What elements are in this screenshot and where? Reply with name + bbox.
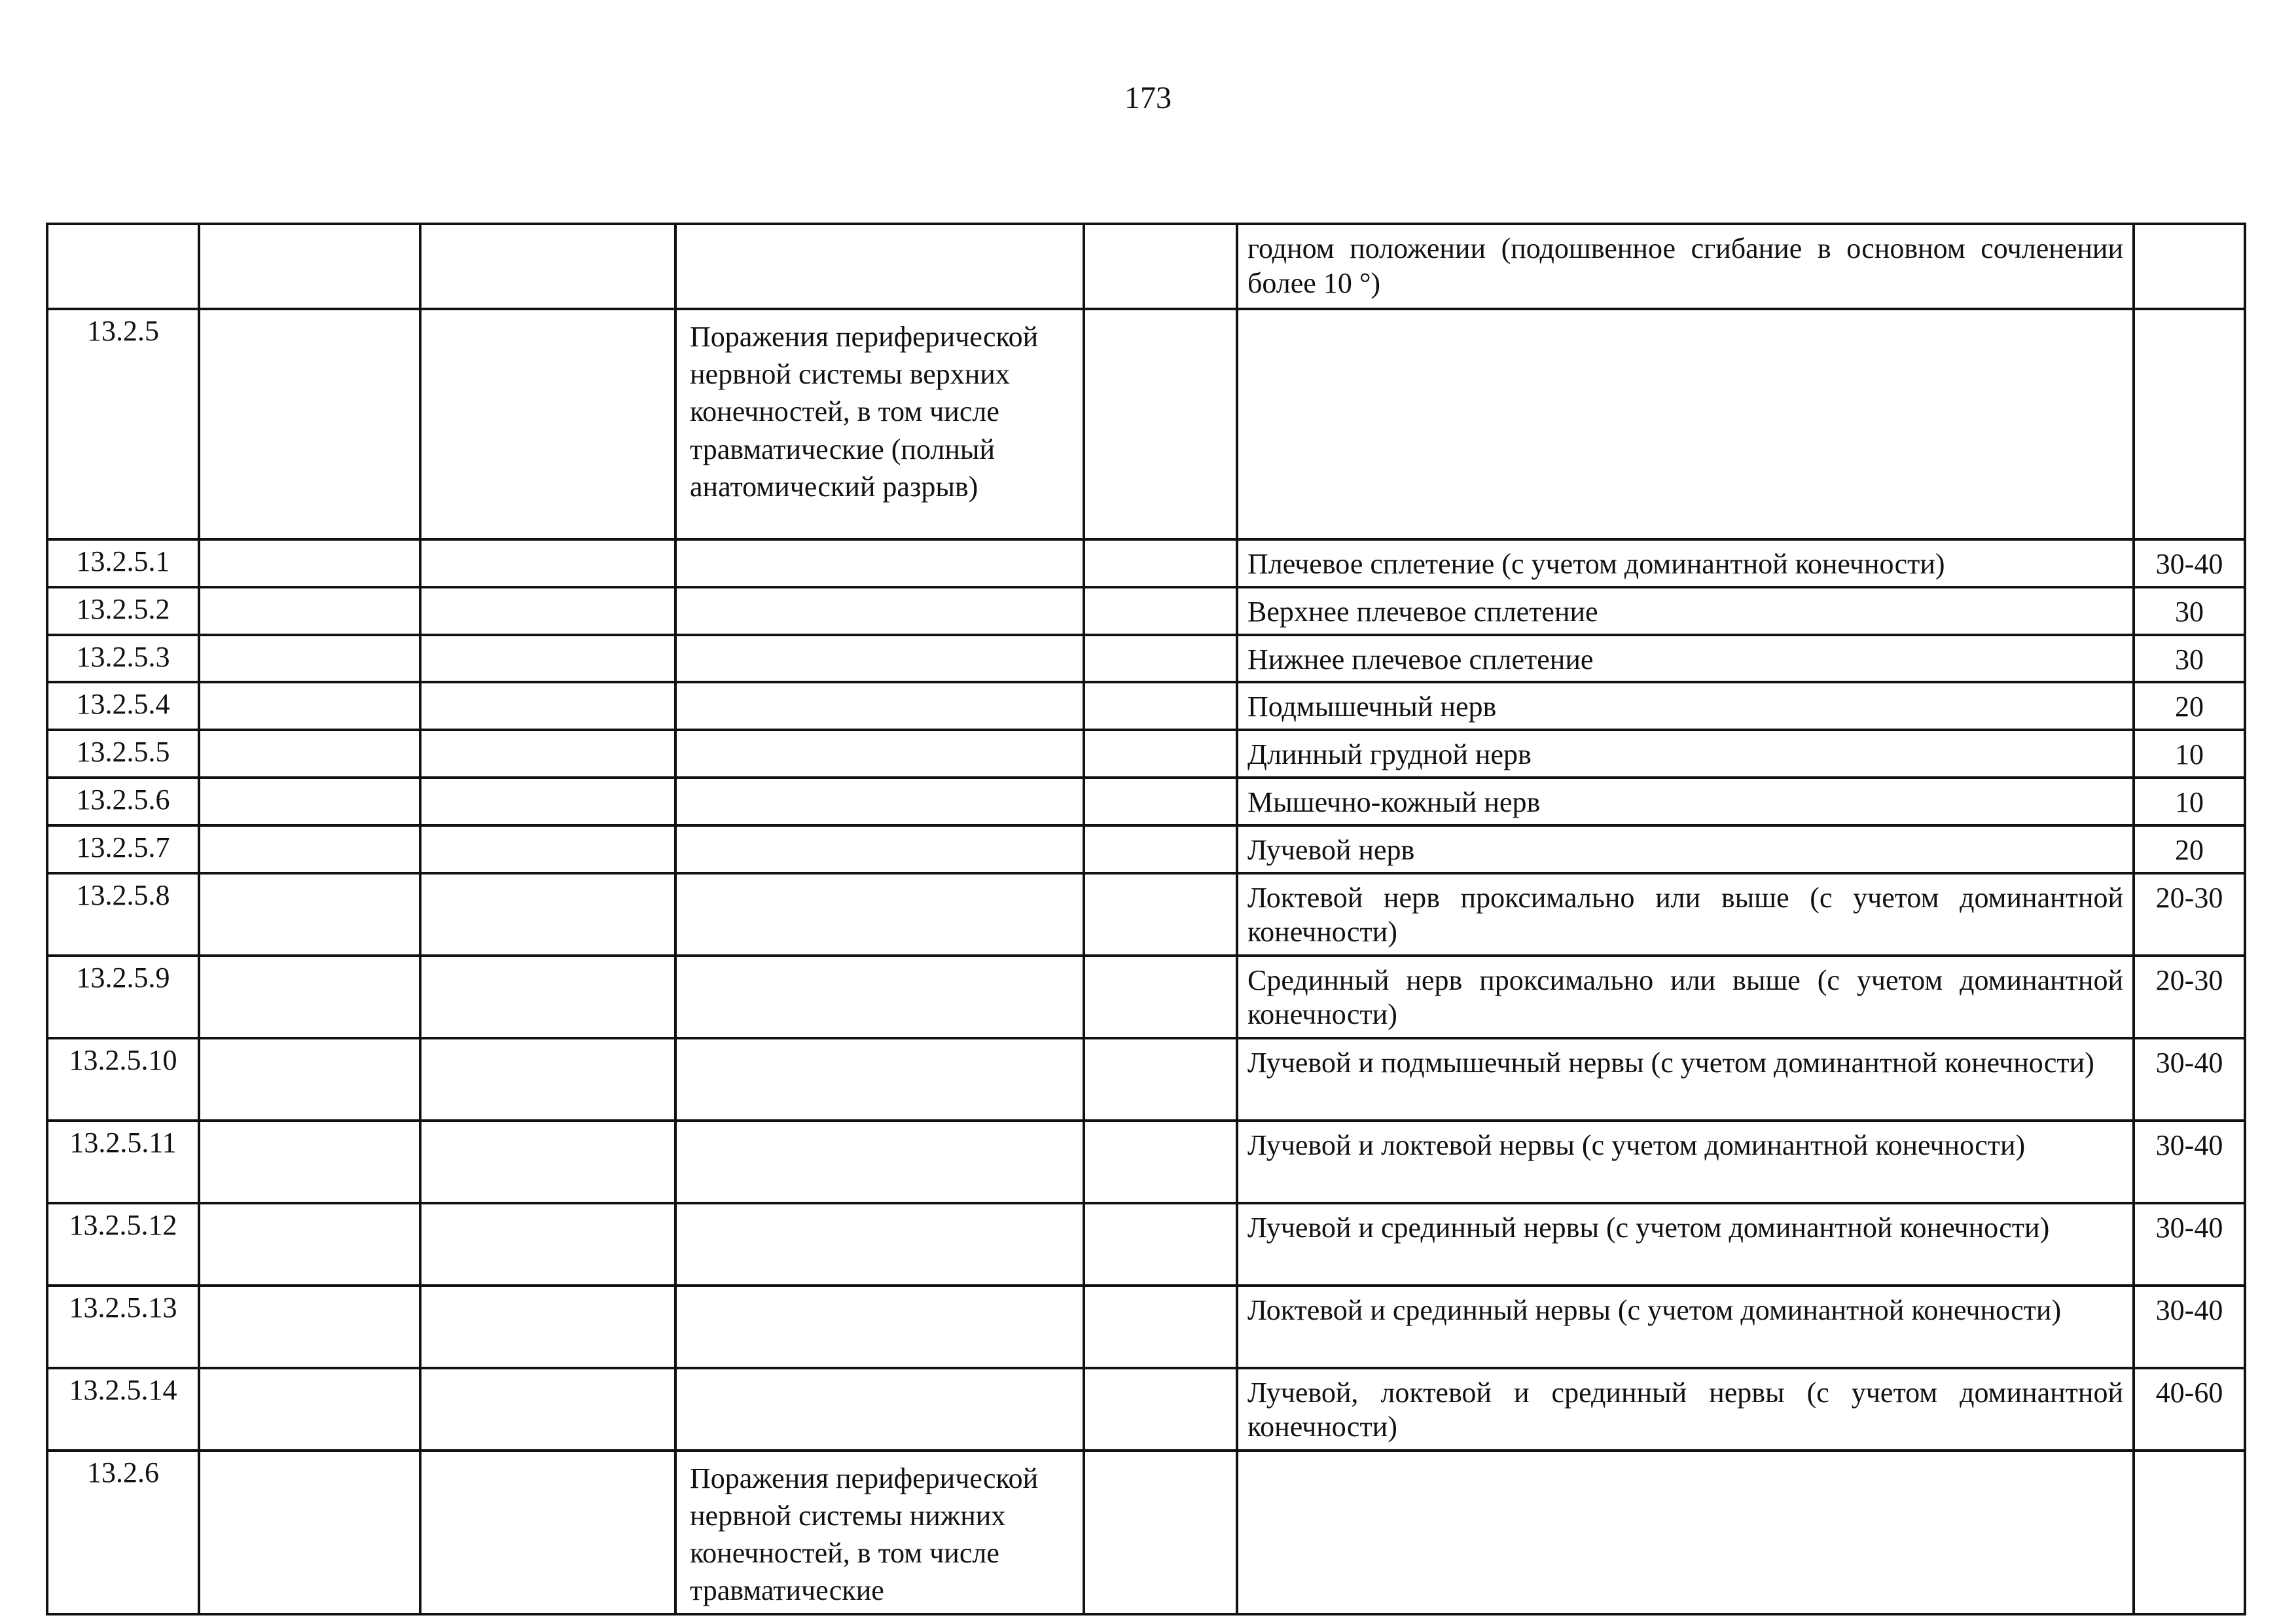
- empty-cell: [199, 1368, 420, 1451]
- empty-cell: [420, 682, 675, 730]
- empty-cell: [199, 1451, 420, 1615]
- row-category: [675, 1038, 1084, 1121]
- table-row: [47, 873, 2245, 956]
- row-code: 13.2.5.4: [47, 682, 199, 730]
- empty-cell: [1084, 730, 1237, 778]
- table-row: [47, 224, 2245, 309]
- table-row: [47, 587, 2245, 635]
- table-row: [47, 682, 2245, 730]
- empty-cell: [199, 1203, 420, 1286]
- empty-cell: [420, 1038, 675, 1121]
- row-category: [675, 730, 1084, 778]
- empty-cell: [420, 635, 675, 683]
- row-percent: 20-30: [2134, 873, 2245, 956]
- empty-cell: [199, 1121, 420, 1203]
- row-percent: 30-40: [2134, 1286, 2245, 1368]
- row-code: 13.2.5.10: [47, 1038, 199, 1121]
- row-code: 13.2.5.8: [47, 873, 199, 956]
- empty-cell: [420, 730, 675, 778]
- empty-cell: [199, 309, 420, 539]
- empty-cell: [1084, 635, 1237, 683]
- empty-cell: [1084, 309, 1237, 539]
- empty-cell: [1084, 825, 1237, 873]
- empty-cell: [420, 956, 675, 1038]
- row-code: 13.2.5: [47, 309, 199, 539]
- table-row: [47, 1121, 2245, 1203]
- row-category: [675, 635, 1084, 683]
- disability-criteria-table: [46, 223, 2246, 1615]
- row-code: 13.2.5.1: [47, 539, 199, 587]
- row-category: Поражения периферической нервной системы верхних конечностей, в том числе травматические (полный анатомический разрыв): [675, 309, 1084, 539]
- empty-cell: [1084, 1121, 1237, 1203]
- page-number: 173: [1124, 81, 1172, 115]
- row-category: [675, 1121, 1084, 1203]
- empty-cell: [420, 1451, 675, 1615]
- row-percent: 30: [2134, 635, 2245, 683]
- row-code: 13.2.5.2: [47, 587, 199, 635]
- table-row: [47, 309, 2245, 539]
- row-code: 13.2.5.11: [47, 1121, 199, 1203]
- empty-cell: [420, 778, 675, 825]
- empty-cell: [199, 224, 420, 309]
- table-row: [47, 635, 2245, 683]
- table-row: [47, 730, 2245, 778]
- row-description: Локтевой нерв проксимально или выше (с учетом доминантной конечности): [1237, 873, 2134, 956]
- row-description: Мышечно-кожный нерв: [1237, 778, 2134, 825]
- empty-cell: [1084, 956, 1237, 1038]
- row-code: 13.2.5.14: [47, 1368, 199, 1451]
- row-percent: 20-30: [2134, 956, 2245, 1038]
- table-row: [47, 1368, 2245, 1451]
- row-percent: [2134, 1451, 2245, 1615]
- empty-cell: [1084, 1368, 1237, 1451]
- empty-cell: [420, 1286, 675, 1368]
- table-row: [47, 956, 2245, 1038]
- empty-cell: [1084, 1451, 1237, 1615]
- row-description: Нижнее плечевое сплетение: [1237, 635, 2134, 683]
- row-category: [675, 825, 1084, 873]
- row-code: 13.2.6: [47, 1451, 199, 1615]
- empty-cell: [1084, 1203, 1237, 1286]
- row-category: [675, 956, 1084, 1038]
- row-description: Плечевое сплетение (с учетом доминантной конечности): [1237, 539, 2134, 587]
- empty-cell: [420, 873, 675, 956]
- row-description: Локтевой и срединный нервы (с учетом доминантной конечности): [1237, 1286, 2134, 1368]
- row-code: 13.2.5.9: [47, 956, 199, 1038]
- empty-cell: [199, 873, 420, 956]
- row-description: [1237, 309, 2134, 539]
- row-percent: [2134, 309, 2245, 539]
- empty-cell: [199, 825, 420, 873]
- row-description: Верхнее плечевое сплетение: [1237, 587, 2134, 635]
- empty-cell: [1084, 587, 1237, 635]
- row-percent: 10: [2134, 730, 2245, 778]
- row-code: 13.2.5.6: [47, 778, 199, 825]
- table-row: [47, 1038, 2245, 1121]
- row-description: Длинный грудной нерв: [1237, 730, 2134, 778]
- row-description: Срединный нерв проксимально или выше (с учетом доминантной конечности): [1237, 956, 2134, 1038]
- row-category: [675, 224, 1084, 309]
- row-category: [675, 873, 1084, 956]
- empty-cell: [420, 224, 675, 309]
- row-code: 13.2.5.7: [47, 825, 199, 873]
- row-percent: 40-60: [2134, 1368, 2245, 1451]
- row-description: Лучевой и срединный нервы (с учетом доминантной конечности): [1237, 1203, 2134, 1286]
- row-percent: 30-40: [2134, 539, 2245, 587]
- row-category: [675, 1203, 1084, 1286]
- row-category: [675, 682, 1084, 730]
- row-category: Поражения периферической нервной системы нижних конечностей, в том числе травматические: [675, 1451, 1084, 1615]
- empty-cell: [199, 956, 420, 1038]
- row-percent: [2134, 224, 2245, 309]
- row-category: [675, 587, 1084, 635]
- empty-cell: [199, 587, 420, 635]
- row-category: [675, 539, 1084, 587]
- empty-cell: [1084, 539, 1237, 587]
- row-description: годном положении (подошвенное сгибание в основном сочленении более 10 °): [1237, 224, 2134, 309]
- row-code: 13.2.5.13: [47, 1286, 199, 1368]
- empty-cell: [420, 825, 675, 873]
- table-row: [47, 539, 2245, 587]
- empty-cell: [420, 1121, 675, 1203]
- table-row: [47, 1451, 2245, 1615]
- row-code: 13.2.5.3: [47, 635, 199, 683]
- empty-cell: [420, 1368, 675, 1451]
- empty-cell: [1084, 778, 1237, 825]
- row-category: [675, 778, 1084, 825]
- row-code: 13.2.5.5: [47, 730, 199, 778]
- table-row: [47, 825, 2245, 873]
- row-category: [675, 1286, 1084, 1368]
- empty-cell: [420, 587, 675, 635]
- row-percent: 30: [2134, 587, 2245, 635]
- empty-cell: [1084, 1038, 1237, 1121]
- empty-cell: [199, 1038, 420, 1121]
- empty-cell: [199, 1286, 420, 1368]
- row-description: Подмышечный нерв: [1237, 682, 2134, 730]
- empty-cell: [199, 778, 420, 825]
- empty-cell: [1084, 1286, 1237, 1368]
- row-code: [47, 224, 199, 309]
- row-description: Лучевой нерв: [1237, 825, 2134, 873]
- row-category: [675, 1368, 1084, 1451]
- empty-cell: [1084, 682, 1237, 730]
- empty-cell: [199, 730, 420, 778]
- table-row: [47, 1286, 2245, 1368]
- row-description: [1237, 1451, 2134, 1615]
- empty-cell: [1084, 224, 1237, 309]
- empty-cell: [420, 1203, 675, 1286]
- empty-cell: [420, 539, 675, 587]
- empty-cell: [199, 682, 420, 730]
- row-description: Лучевой и локтевой нервы (с учетом доминантной конечности): [1237, 1121, 2134, 1203]
- table-row: [47, 778, 2245, 825]
- row-description: Лучевой, локтевой и срединный нервы (с учетом доминантной конечности): [1237, 1368, 2134, 1451]
- row-percent: 30-40: [2134, 1038, 2245, 1121]
- row-percent: 30-40: [2134, 1203, 2245, 1286]
- row-code: 13.2.5.12: [47, 1203, 199, 1286]
- row-percent: 30-40: [2134, 1121, 2245, 1203]
- empty-cell: [420, 309, 675, 539]
- row-percent: 20: [2134, 825, 2245, 873]
- empty-cell: [199, 635, 420, 683]
- empty-cell: [199, 539, 420, 587]
- row-percent: 20: [2134, 682, 2245, 730]
- empty-cell: [1084, 873, 1237, 956]
- row-percent: 10: [2134, 778, 2245, 825]
- table-row: [47, 1203, 2245, 1286]
- row-description: Лучевой и подмышечный нервы (с учетом доминантной конечности): [1237, 1038, 2134, 1121]
